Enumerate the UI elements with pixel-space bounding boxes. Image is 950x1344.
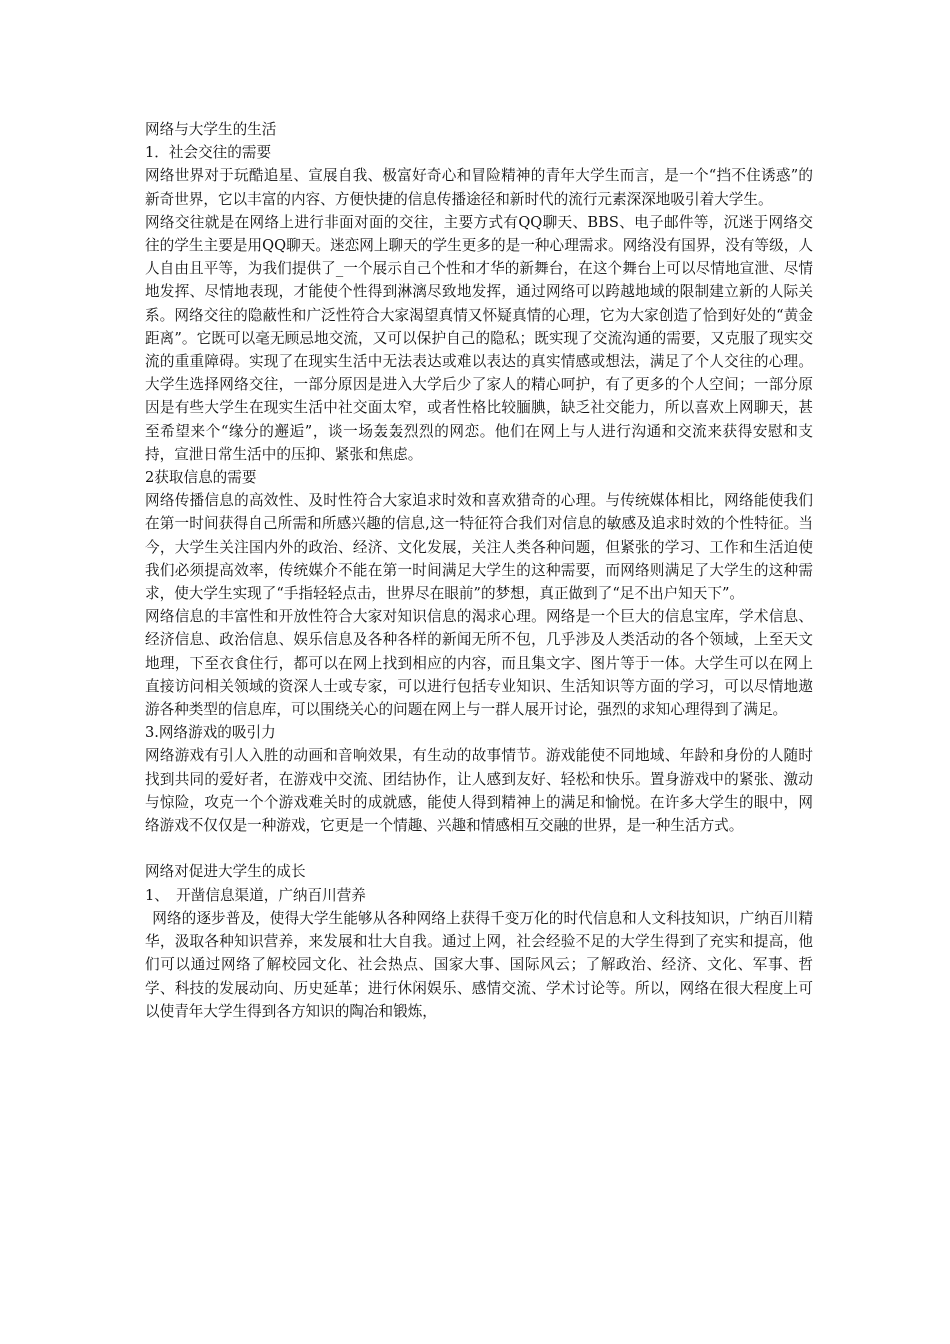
paragraph: 网络传播信息的高效性、及时性符合大家追求时效和喜欢猎奇的心理。与传统媒体相比，网络能使我们在第一时间获得自己所需和所感兴趣的信息,这一特征符合我们对信息的敏感及追求时效的个性特征。当今，大学生关注国内外的政治、经济、文化发展，关注人类各种问题，但紧张的学习、工作和生活迫使我们必须提高效率，传统媒介不能在第一时间满足大学生的这种需要，而网络则满足了大学生的这种需求，使大学生实现了“手指轻轻点击，世界尽在眼前”的梦想，真正做到了“足不出户知天下”。 (145, 492, 813, 603)
section-heading-channels: 1、 开凿信息渠道，广纳百川营养 (145, 886, 366, 904)
part-title-growth: 网络对促进大学生的成长 (145, 863, 306, 881)
paragraph: 网络游戏有引人入胜的动画和音响效果，有生动的故事情节。游戏能使不同地域、年龄和身份的人随时找到共同的爱好者，在游戏中交流、团结协作，让人感到友好、轻松和快乐。置身游戏中的紧张、激动与惊险，攻克一个个游戏难关时的成就感，能使人得到精神上的满足和愉悦。在许多大学生的眼中，网络游戏不仅仅是一种游戏，它更是一个情趣、兴趣和情感相互交融的世界，是一种生活方式。 (145, 747, 813, 835)
document-title: 网络与大学生的生活 (145, 121, 277, 138)
section-heading-social: 1．社会交往的需要 (145, 144, 272, 162)
paragraph: 网络交往就是在网络上进行非面对面的交往，主要方式有QQ聊天、BBS、电子邮件等，沉迷于网络交往的学生主要是用QQ聊天。迷恋网上聊天的学生更多的是一种心理需求。网络没有国界，没有等级，人人自由且平等，为我们提供了_一个展示自己个性和才华的新舞台，在这个舞台上可以尽情地宣泄、尽情地发挥、尽情地表现，才能使个性得到淋漓尽致地发挥，通过网络可以跨越地域的限制建立新的人际关系。网络交往的隐蔽性和广泛性符合大家渴望真情又怀疑真情的心理，它为大家创造了恰到好处的“黄金距离”。它既可以毫无顾忌地交流，又可以保护自己的隐私；既实现了交流沟通的需要，又克服了现实交流的重重障碍。实现了在现实生活中无法表达或难以表达的真实情感或想法，满足了个人交往的心理。大学生选择网络交往，一部分原因是进入大学后少了家人的精心呵护，有了更多的个人空间；一部分原因是有些大学生在现实生活中社交面太窄，或者性格比较腼腆，缺乏社交能力，所以喜欢上网聊天，甚至希望来个“缘分的邂逅”，谈一场轰轰烈烈的网恋。他们在网上与人进行沟通和交流来获得安慰和支持，宣泄日常生活中的压抑、紧张和焦虑。 (145, 213, 813, 463)
section-heading-games: 3.网络游戏的吸引力 (145, 724, 276, 742)
paragraph: 网络信息的丰富性和开放性符合大家对知识信息的渴求心理。网络是一个巨大的信息宝库，学术信息、经济信息、政治信息、娱乐信息及各种各样的新闻无所不包，几乎涉及人类活动的各个领域，上至天文地理，下至衣食住行，都可以在网上找到相应的内容，而且集文字、图片等于一体。大学生可以在网上直接访问相关领域的资深人士或专家，可以进行包括专业知识、生活知识等方面的学习，可以尽情地遨游各种类型的信息库，可以围绕关心的问题在网上与一群人展开讨论，强烈的求知心理得到了满足。 (145, 608, 813, 719)
paragraph: 网络世界对于玩酷追星、宣展自我、极富好奇心和冒险精神的青年大学生而言，是一个“挡不住诱惑”的新奇世界，它以丰富的内容、方便快捷的信息传播途径和新时代的流行元素深深地吸引着大学生。 (145, 167, 813, 208)
blank-line (145, 837, 813, 860)
paragraph: 网络的逐步普及，使得大学生能够从各种网络上获得千变万化的时代信息和人文科技知识，广纳百川精华，汲取各种知识营养，来发展和壮大自我。通过上网，社会经验不足的大学生得到了充实和提高，他们可以通过网络了解校园文化、社会热点、国家大事、国际风云；了解政治、经济、文化、军事、哲学、科技的发展动向、历史延革；进行休闲娱乐、感情交流、学术讨论等。所以，网络在很大程度上可以使青年大学生得到各方知识的陶冶和锻炼， (145, 909, 813, 1020)
section-heading-information: 2获取信息的需要 (145, 469, 257, 487)
document-body (145, 118, 813, 1023)
